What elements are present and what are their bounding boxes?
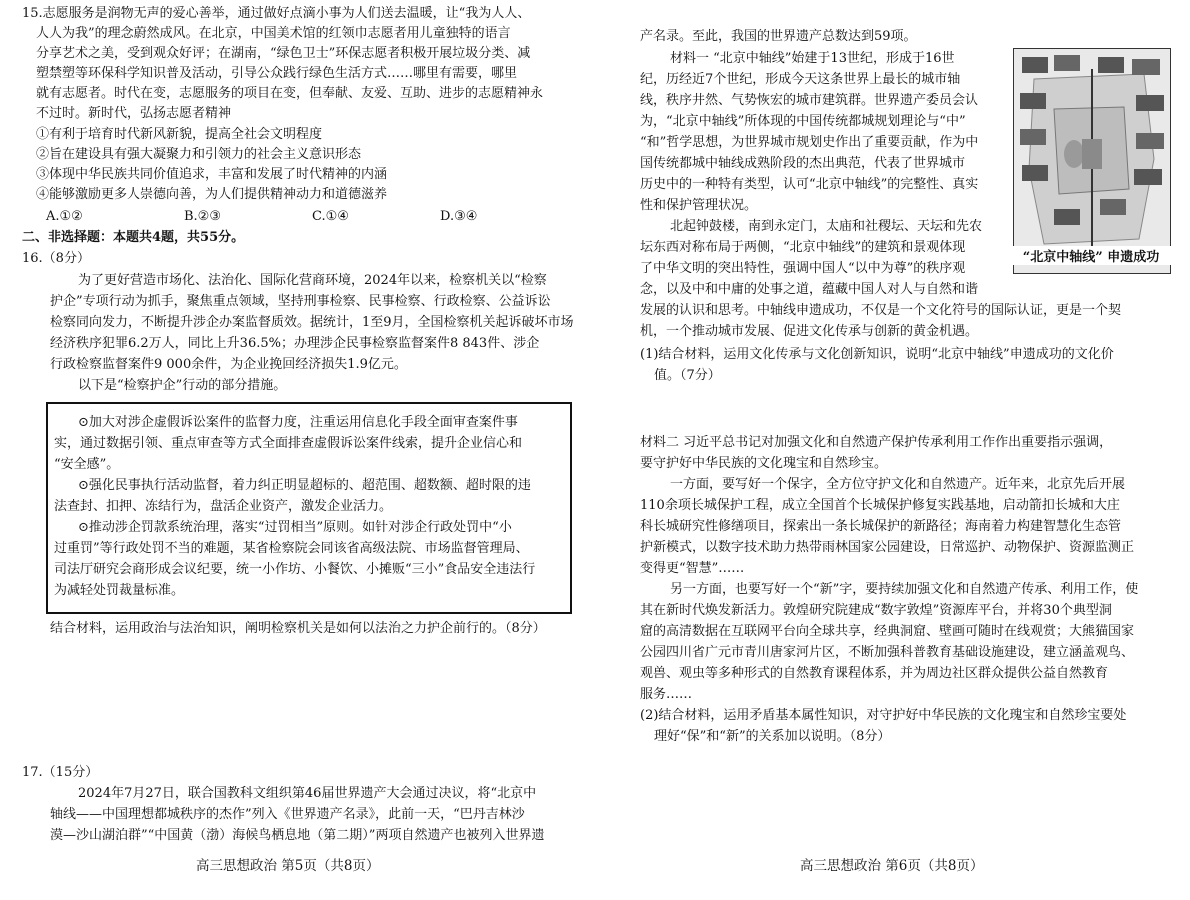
q17-question-2: (2)结合材料，运用矛盾基本属性知识，对守护好中华民族的文化瑰宝和自然珍宝要处 — [640, 708, 1127, 723]
material1-line: 线，秩序井然、气势恢宏的城市建筑群。世界遗产委员会认 — [640, 93, 979, 108]
page-footer-left: 高三思想政治 第5页（共8页） — [196, 858, 380, 874]
q15-line: 就有志愿者。时代在变，志愿服务的项目在变，但奉献、友爱、互助、进步的志愿精神永 — [36, 86, 544, 101]
material1-line: 纪，历经近7个世纪，形成今天这条世界上最长的城市轴 — [640, 72, 961, 87]
map-caption: “北京中轴线” 申遗成功 — [1010, 246, 1172, 265]
q16-line: 检察同向发力，不断提升涉企办案监督质效。据统计，1至9月，全国检察机关起诉破坏市场 — [50, 315, 574, 330]
material1-line: 发展的认识和思考。中轴线申遗成功，不仅是一个文化符号的国际认证，更是一个契 — [640, 303, 1122, 318]
material2-line: 另一方面，也要写好一个“新”字，要持续加强文化和自然遗产传承、利用工作，使 — [670, 582, 1139, 597]
material1-line: “和”哲学思想，为世界城市规划史作出了重要贡献，作为中 — [640, 135, 979, 150]
material2-line: 要守护好中华民族的文化瑰宝和自然珍宝。 — [640, 456, 888, 471]
material1-line: 北起钟鼓楼，南到永定门，太庙和社稷坛、天坛和先农 — [670, 219, 983, 234]
measure-line: 实，通过数据引领、重点审查等方式全面排查虚假诉讼案件线索，提升企业信心和 — [54, 436, 523, 451]
measure-line: 过重罚”等行政处罚不当的难题，某省检察院会同该省高级法院、市场监督管理局、 — [54, 541, 529, 556]
q15-choice-b: B.②③ — [184, 209, 221, 224]
material1-line: 为，“北京中轴线”所体现的中国传统都城规划理论与“中” — [640, 114, 966, 129]
q15-option: ①有利于培育时代新风新貌，提高全社会文明程度 — [36, 127, 323, 142]
material2-line: 服务…… — [640, 687, 693, 702]
q15-option: ③体现中华民族共同价值追求，丰富和发展了时代精神的内涵 — [36, 167, 388, 182]
q16-header: 16.（8分） — [22, 251, 90, 266]
measure-line: “安全感”。 — [54, 457, 120, 472]
material2-line: 一方面，要写好一个保字，全方位守护文化和自然遗产。近年来，北京先后开展 — [670, 477, 1126, 492]
material2-line: 观兽、观虫等多种形式的自然教育课程体系，并为周边社区群众提供公益自然教育 — [640, 666, 1109, 681]
q16-line: 为了更好营造市场化、法治化、国际化营商环境，2024年以来，检察机关以“检察 — [78, 273, 547, 288]
measures-box — [46, 402, 572, 614]
q15-line: 不过时。新时代，弘扬志愿者精神 — [36, 106, 232, 121]
central-axis-map-illustration — [1014, 49, 1170, 273]
q15-option: ②旨在建设具有强大凝聚力和引领力的社会主义意识形态 — [36, 147, 362, 162]
q15-line: 15.志愿服务是润物无声的爱心善举，通过做好点滴小事为人们送去温暖，让“我为人人、 — [22, 6, 531, 21]
q16-line: 护企”专项行动为抓手，聚焦重点领域，坚持刑事检察、民事检察、行政检察、公益诉讼 — [50, 294, 551, 309]
material1-line: 历史中的一种特有类型，认可“北京中轴线”的完整性、真实 — [640, 177, 979, 192]
q16-line: 经济秩序犯罪6.2万人，同比上升36.5%；办理涉企民事检察监督案件8 843件、涉企 — [50, 336, 540, 351]
q15-choice-c: C.①④ — [312, 209, 349, 224]
measure-line: 法查封、扣押、冻结行为，盘活企业资产，激发企业活力。 — [54, 499, 393, 514]
material1-line: 坛东西对称布局于两侧，“北京中轴线”的建筑和景观体现 — [640, 240, 966, 255]
q17-header: 17.（15分） — [22, 765, 99, 780]
q17-question-1: (1)结合材料，运用文化传承与文化创新知识，说明“北京中轴线”申遗成功的文化价 — [640, 347, 1114, 362]
material1-line: 材料一 “北京中轴线”始建于13世纪，形成于16世 — [670, 51, 955, 66]
q17-line: 2024年7月27日，联合国教科文组织第46届世界遗产大会通过决议，将“北京中 — [78, 786, 537, 801]
page-footer-right: 高三思想政治 第6页（共8页） — [800, 858, 984, 874]
material2-line: 窟的高清数据在互联网平台向全球共享，经典洞窟、壁画可随时在线观赏；大熊猫国家 — [640, 624, 1135, 639]
material1-line: 国传统都城中轴线成熟阶段的杰出典范，代表了世界城市 — [640, 156, 966, 171]
material1-line: 了中华文明的突出特性，强调中国人“以中为尊”的秩序观 — [640, 261, 966, 276]
material2-line: 其在新时代焕发新活力。敦煌研究院建成“数字敦煌”资源库平台，并将30个典型洞 — [640, 603, 1112, 618]
q17-line: 轴线——中国理想都城秩序的杰作”列入《世界遗产名录》，此前一天，“巴丹吉林沙 — [50, 807, 525, 822]
q16-line: 行政检察监督案件9 000余件，为企业挽回经济损失1.9亿元。 — [50, 357, 407, 372]
q15-line: 塑禁塑等环保科学知识普及活动，引导公众践行绿色生活方式……哪里有需要，哪里 — [36, 66, 518, 81]
measure-line: 为减轻处罚裁量标准。 — [54, 583, 185, 598]
material2-line: 公园四川省广元市青川唐家河片区，不断加强科普教育基础设施建设，建立涵盖观鸟、 — [640, 645, 1135, 660]
measure-line: 司法厅研究会商形成会议纪要，统一小作坊、小餐饮、小摊贩“三小”食品安全违法行 — [54, 562, 536, 577]
material2-line: 护新模式，以数字技术助力热带雨林国家公园建设，日常巡护、动物保护、资源监测正 — [640, 540, 1135, 555]
section-title: 二、非选择题：本题共4题，共55分。 — [22, 230, 245, 245]
continued-line: 产名录。至此，我国的世界遗产总数达到59项。 — [640, 29, 917, 44]
q17-question-1: 值。（7分） — [654, 368, 721, 383]
q15-option: ④能够激励更多人崇德向善，为人们提供精神动力和道德滋养 — [36, 187, 388, 202]
material2-line: 材料二 习近平总书记对加强文化和自然遗产保护传承利用工作作出重要指示强调， — [640, 435, 1113, 450]
material1-line: 机，一个推动城市发展、促进文化传承与创新的黄金机遇。 — [640, 324, 979, 339]
measure-line: ⊙推动涉企罚款系统治理，落实“过罚相当”原则。如针对涉企行政处罚中“小 — [78, 520, 512, 535]
q15-choice-d: D.③④ — [440, 209, 478, 224]
central-axis-map-image — [1013, 48, 1171, 274]
measure-line: ⊙强化民事执行活动监督，着力纠正明显超标的、超范围、超数额、超时限的违 — [78, 478, 531, 493]
q15-line: 分享艺术之美，受到观众好评；在湖南，“绿色卫士”环保志愿者积极开展垃圾分类、减 — [36, 46, 531, 61]
q17-line: 漠—沙山湖泊群”“中国黄（渤）海候鸟栖息地（第二期）”两项自然遗产也被列入世界遗 — [50, 828, 545, 843]
q15-line: 人人为我”的理念蔚然成风。在北京，中国美术馆的红领巾志愿者用儿童独特的语言 — [36, 26, 511, 41]
material2-line: 110余项长城保护工程，成立全国首个长城保护修复实践基地，启动箭扣长城和大庄 — [640, 498, 1120, 513]
material2-line: 科长城研究性修缮项目，探索出一条长城保护的新路径；海南着力构建智慧化生态管 — [640, 519, 1122, 534]
material1-line: 性和保护管理状况。 — [640, 198, 758, 213]
q15-choice-a: A.①② — [46, 209, 83, 224]
q16-question: 结合材料，运用政治与法治知识，阐明检察机关是如何以法治之力护企前行的。（8分） — [50, 621, 546, 636]
q17-question-2: 理好“保”和“新”的关系加以说明。（8分） — [654, 729, 891, 744]
material2-line: 变得更“智慧”…… — [640, 561, 745, 576]
q16-line: 以下是“检察护企”行动的部分措施。 — [78, 378, 287, 393]
measure-line: ⊙加大对涉企虚假诉讼案件的监督力度，注重运用信息化手段全面审查案件事 — [78, 415, 518, 430]
material1-line: 念，以及中和中庸的处事之道，蕴藏中国人对人与自然和谐 — [640, 282, 979, 297]
